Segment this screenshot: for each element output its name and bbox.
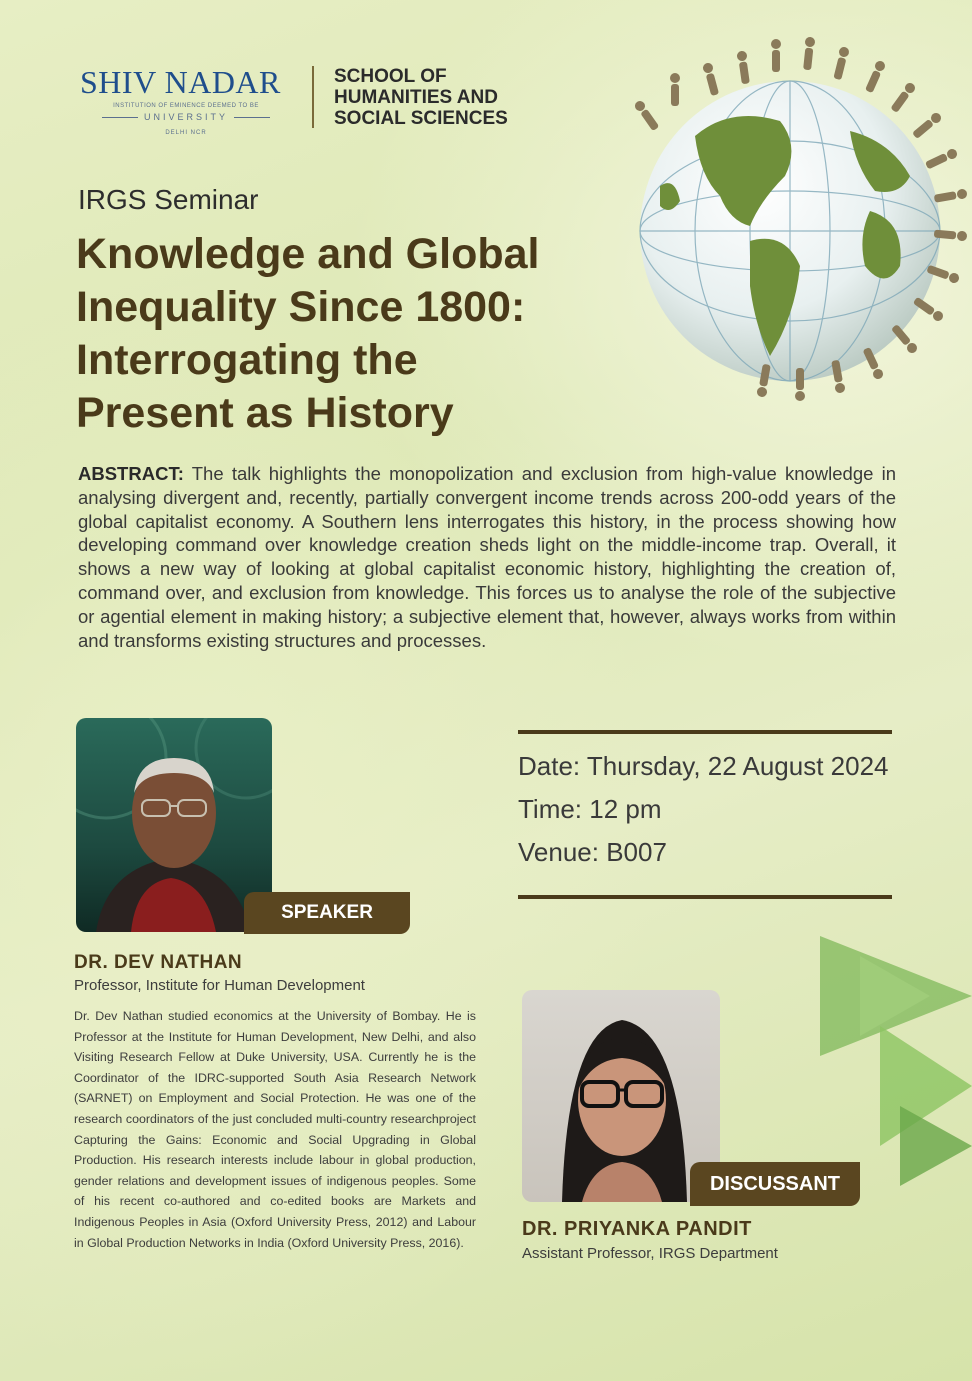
globe-people-illustration: [600, 26, 972, 416]
abstract-label: ABSTRACT:: [78, 463, 184, 484]
discussant-role: Assistant Professor, IRGS Department: [522, 1245, 778, 1262]
speaker-role: Professor, Institute for Human Development: [74, 977, 365, 994]
info-rule-top: [518, 730, 892, 734]
school-name-line1: SCHOOL OF: [334, 66, 447, 87]
seminar-title-line4: Present as History: [76, 389, 454, 437]
seminar-title: [76, 228, 636, 440]
speaker-badge: SPEAKER: [244, 892, 410, 934]
seminar-title-line3: Interrogating the: [76, 336, 418, 384]
speaker-name: DR. DEV NATHAN: [74, 952, 243, 973]
university-logo-wordmark: SHIV NADAR: [80, 64, 281, 100]
speaker-photo: [76, 718, 272, 932]
abstract-text: The talk highlights the monopolization and exclusion from high-value knowledge in analysing divergent and, recently, partially convergent income trends across 200-odd years of the global capitalist economy. A Southern lens interrogates this history, in the process showing how developing command over knowledge creation sheds light on the middle-income trap. Overall, it shows a new way of looking at global capitalist economic history, highlighting the creation of, command over, and exclusion from knowledge. This forces us to analyse the role of the subjective or agential element in making history; a subjective element that, however, always works from within and transforms existing structures and processes.: [78, 463, 896, 651]
university-logo-subtitle: INSTITUTION OF EMINENCE DEEMED TO BE: [113, 103, 259, 109]
event-time: Time: 12 pm: [518, 794, 662, 824]
info-rule-bottom: [518, 895, 892, 899]
university-logo-city: DELHI NCR: [165, 130, 207, 136]
abstract: [78, 462, 896, 652]
discussant-badge: DISCUSSANT: [690, 1162, 860, 1206]
speaker-bio: Dr. Dev Nathan studied economics at the University of Bombay. He is Professor at the Institute for Human Development, New Delhi, and also Visiting Research Fellow at Duke University, USA. Currently he is the Coordinator of the IDRC-supported South Asia Research Network (SARNET) on Employment and Social Protection. He was one of the research coordinators of the just concluded multi-country researchproject Capturing the Gains: Economic and Social Upgrading in Global Production. His research interests include labour in global production, gender relations and development issues of indigenous peoples. Some of his recent co-authored and co-edited books are Markets and Indigenous Peoples in Asia (Oxford University Press, 2012) and Labour in Global Production Networks in India (Oxford University Press, 2016).: [74, 1009, 476, 1250]
school-name-line2: HUMANITIES AND: [334, 87, 498, 108]
seminar-title-line2: Inequality Since 1800:: [76, 283, 526, 331]
event-venue: Venue: B007: [518, 837, 667, 867]
school-name: [334, 66, 508, 129]
speaker-portrait-illustration: [76, 718, 272, 932]
discussant-name: DR. PRIYANKA PANDIT: [522, 1218, 752, 1240]
seminar-series: IRGS Seminar: [78, 184, 259, 215]
seminar-title-line1: Knowledge and Global: [76, 230, 540, 278]
school-name-line3: SOCIAL SCIENCES: [334, 108, 508, 129]
logo-divider: [312, 66, 314, 128]
event-date: Date: Thursday, 22 August 2024: [518, 751, 889, 781]
university-logo-university: UNIVERSITY: [84, 112, 288, 122]
